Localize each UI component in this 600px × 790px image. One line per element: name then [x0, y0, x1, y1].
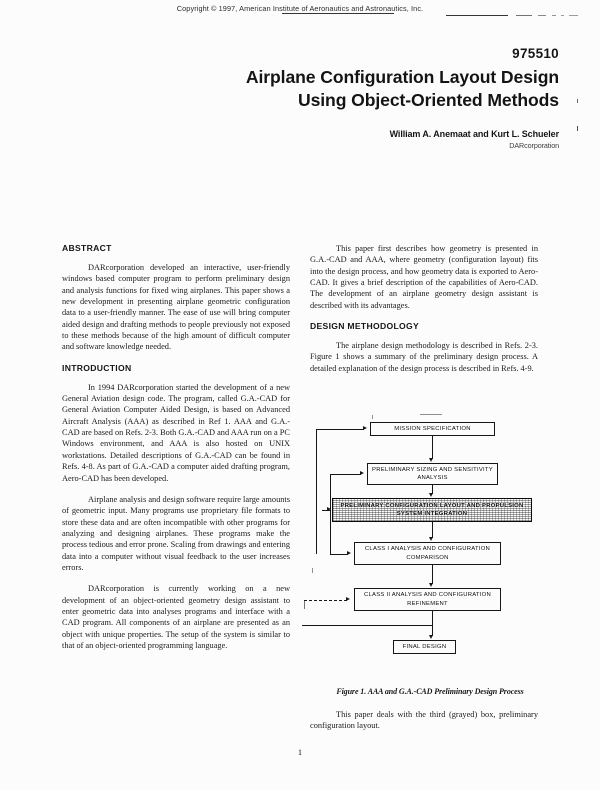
- flowchart-connector: [432, 611, 433, 636]
- flowchart-box-mission: [370, 422, 495, 436]
- abstract-text: DARcorporation developed an interactive, user-friendly windows based computer program to perform preliminary design and analysis functions for fixed wing airplanes. This paper shows a new development in presenting airplane geometric configuration data to a user-friendly manner. The ease of use will bring computer aided design and drafting methods to people previously not exposed to these methods because of the high amount of difficult computer and software knowledge needed.: [62, 263, 290, 352]
- copyright-notice: Copyright © 1997, American Institute of Aeronautics and Astronautics, Inc.: [176, 4, 424, 13]
- flowchart-feedback-return: [330, 554, 348, 555]
- introduction-paragraph-3: DARcorporation is currently working on a new development of an object-oriented geometry design assistant to enter geometric data into analyses programs and interface with a CAD program. All components of an airplane are presented as an object with unique properties. The setup of the system is similar to that of an object-oriented programming language.: [62, 584, 290, 650]
- scan-artifact-line: [516, 15, 532, 16]
- paper-number: 975510: [512, 46, 559, 61]
- flowchart-box-label: PRELIMINARY SIZING AND SENSITIVITY ANALYSIS: [372, 466, 493, 481]
- flowchart-box-preliminary-sizing: [367, 463, 498, 485]
- flowchart-arrowhead-down: [429, 493, 433, 497]
- scan-artifact-line: [446, 15, 508, 16]
- flowchart-feedback-dashed: [304, 600, 347, 601]
- introduction-paragraph-2: Airplane analysis and design software require large amounts of geometric input. Many programs use proprietary file formats to store these data and are often incompatible with other programs for analyzing and designing airplanes. These programs make the process tedious and error prone. Scaling from drawings and entering data into a computer without visual feedback to the user increases errors.: [62, 494, 290, 572]
- flowchart-feedback-spine: [316, 429, 317, 554]
- left-column: [62, 243, 290, 651]
- scan-artifact-tick: [577, 99, 578, 103]
- title-line-1: Airplane Configuration Layout Design: [245, 67, 559, 87]
- flowchart-arrowhead-down: [429, 583, 433, 587]
- scan-artifact-line: [538, 15, 546, 16]
- flowchart-arrowhead-down: [429, 458, 433, 462]
- page-number: 1: [297, 748, 303, 757]
- authors: William A. Anemaat and Kurt L. Schueler: [389, 129, 559, 139]
- flowchart-box-label: CLASS II ANALYSIS AND CONFIGURATION REFINEMENT: [363, 592, 492, 607]
- flowchart-arrowhead-right: [346, 597, 350, 601]
- title-line-2: Using Object-Oriented Methods: [297, 90, 559, 110]
- flowchart-connector: [432, 522, 433, 538]
- flowchart-box-final-design: [393, 640, 456, 654]
- page-title: [129, 66, 559, 112]
- scan-artifact-tick: [372, 415, 373, 419]
- flowchart-box-label: CLASS I ANALYSIS AND CONFIGURATION COMPARISON: [364, 546, 491, 561]
- flowchart-box-label: PRELIMINARY CONFIGURATION LAYOUT AND PROPULSION SYSTEM INTEGRATION: [340, 502, 524, 517]
- design-methodology-heading: DESIGN METHODOLOGY: [310, 321, 420, 332]
- scan-artifact-tick: [420, 414, 442, 415]
- scan-artifact-line: [552, 15, 556, 16]
- flowchart-arrowhead-right: [360, 471, 364, 475]
- flowchart-feedback-spine: [330, 474, 331, 554]
- flowchart-arrowhead-right: [327, 507, 331, 511]
- flowchart-arrowhead-down: [429, 635, 433, 639]
- closing-block: [310, 709, 538, 732]
- introduction-heading: INTRODUCTION: [62, 362, 132, 373]
- flowchart-box-configuration-layout: [332, 498, 532, 522]
- scan-artifact-tick: [312, 568, 313, 573]
- introduction-paragraph-1: In 1994 DARcorporation started the development of a new General Aviation design code. The program, called G.A.-CAD for General Aviation Computer Aided Design, is based on Advanced Aircraft Analysis (AAA) as described in Ref 1. AAA and G.A.-CAD are based on Refs. 2-3. Both G.A.-CAD and AAA run on a PC Windows environment, and AAA is also hosted on UNIX workstations. Detailed descriptions of G.A.-CAD can be found in Refs. 4-8. As part of G.A.-CAD a computer aided drafting program, Aero-CAD has been developed.: [62, 382, 290, 483]
- figure-caption: Figure 1. AAA and G.A.-CAD Preliminary Design Process: [336, 687, 524, 696]
- flowchart-connector: [432, 565, 433, 584]
- flowchart-connector: [432, 436, 433, 459]
- scan-artifact-line: [561, 15, 564, 16]
- affiliation: DARcorporation: [509, 141, 559, 150]
- flowchart-arrowhead-right: [347, 551, 351, 555]
- flowchart-feedback-dashed-stub: [304, 600, 305, 609]
- scan-artifact-line: [282, 13, 394, 14]
- flowchart-feedback-branch: [316, 429, 364, 430]
- scan-artifact-line: [569, 15, 578, 16]
- flowchart-feedback-branch: [330, 474, 361, 475]
- flowchart-bottom-return: [302, 625, 433, 626]
- abstract-heading: ABSTRACT: [62, 243, 112, 253]
- scan-artifact-tick: [577, 126, 578, 131]
- flowchart-arrowhead-down: [429, 537, 433, 541]
- design-methodology-text: The airplane design methodology is described in Refs. 2-3. Figure 1 shows a summary of the preliminary design process. A detailed explanation of the design process is described in Refs. 4-9.: [310, 341, 538, 373]
- flowchart-figure: [310, 418, 550, 673]
- introduction-continuation: This paper first describes how geometry is presented in G.A.-CAD and AAA, where geometry (configuration layout) fits into the design process, and how geometry data is exported to Aero-CAD. It gives a brief description of the capabilities of Aero-CAD. The development of an airplane geometry design assistant is described with its advantages.: [310, 244, 538, 310]
- flowchart-box-class-i-analysis: [354, 542, 501, 565]
- right-column: [310, 243, 538, 374]
- flowchart-arrowhead-right: [363, 426, 367, 430]
- closing-text: This paper deals with the third (grayed) box, preliminary configuration layout.: [310, 710, 538, 731]
- flowchart-box-class-ii-analysis: [354, 588, 501, 611]
- flowchart-box-label: MISSION SPECIFICATION: [394, 425, 471, 432]
- flowchart-box-label: FINAL DESIGN: [402, 643, 447, 650]
